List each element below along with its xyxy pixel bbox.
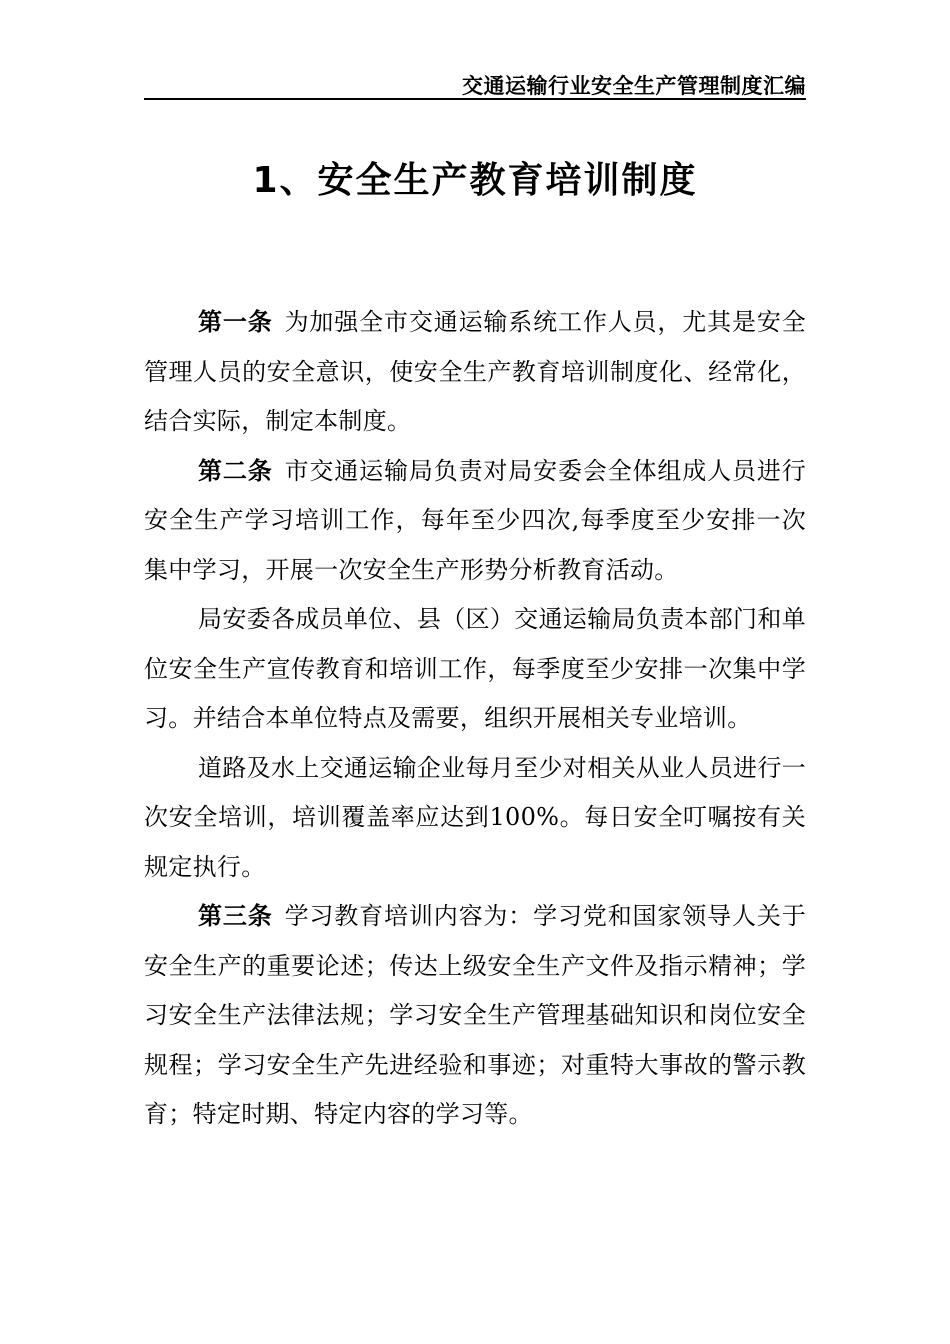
document-title: 1、安全生产教育培训制度: [252, 160, 698, 201]
article-1-paragraph: [144, 298, 806, 447]
article-2-subparagraph-1: [144, 595, 806, 744]
running-header-title: 交通运输行业安全生产管理制度汇编: [462, 74, 806, 98]
article-3-paragraph: [144, 892, 806, 1140]
article-2-subparagraph-2: [144, 744, 806, 893]
article-2-paragraph: [144, 447, 806, 596]
article-2-text: 市交通运输局负责对局安委会全体组成人员进行安全生产学习培训工作，每年至少四次,每季度至少安排一次集中学习，开展一次安全生产形势分析教育活动。: [144, 456, 806, 584]
article-3-label: 第三条: [198, 902, 273, 930]
article-2-label: 第二条: [198, 456, 273, 485]
article-1-label: 第一条: [198, 308, 273, 336]
running-header: [144, 66, 806, 100]
article-2-sub-2-text: 道路及水上交通运输企业每月至少对相关从业人员进行一次安全培训，培训覆盖率应达到100%。每日安全叮嘱按有关规定执行。: [144, 753, 806, 881]
document-body: [144, 298, 806, 1140]
article-1-text: 为加强全市交通运输系统工作人员，尤其是安全管理人员的安全意识，使安全生产教育培训制度化、经常化，结合实际，制定本制度。: [144, 308, 806, 435]
article-3-text: 学习教育培训内容为：学习党和国家领导人关于安全生产的重要论述；传达上级安全生产文件及指示精神；学习安全生产法律法规；学习安全生产管理基础知识和岗位安全规程；学习安全生产先进经验和事迹；对重特大事故的警示教育；特定时期、特定内容的学习等。: [144, 902, 806, 1128]
article-2-sub-1-text: 局安委各成员单位、县（区）交通运输局负责本部门和单位安全生产宣传教育和培训工作，每季度至少安排一次集中学习。并结合本单位特点及需要，组织开展相关专业培训。: [144, 605, 806, 732]
